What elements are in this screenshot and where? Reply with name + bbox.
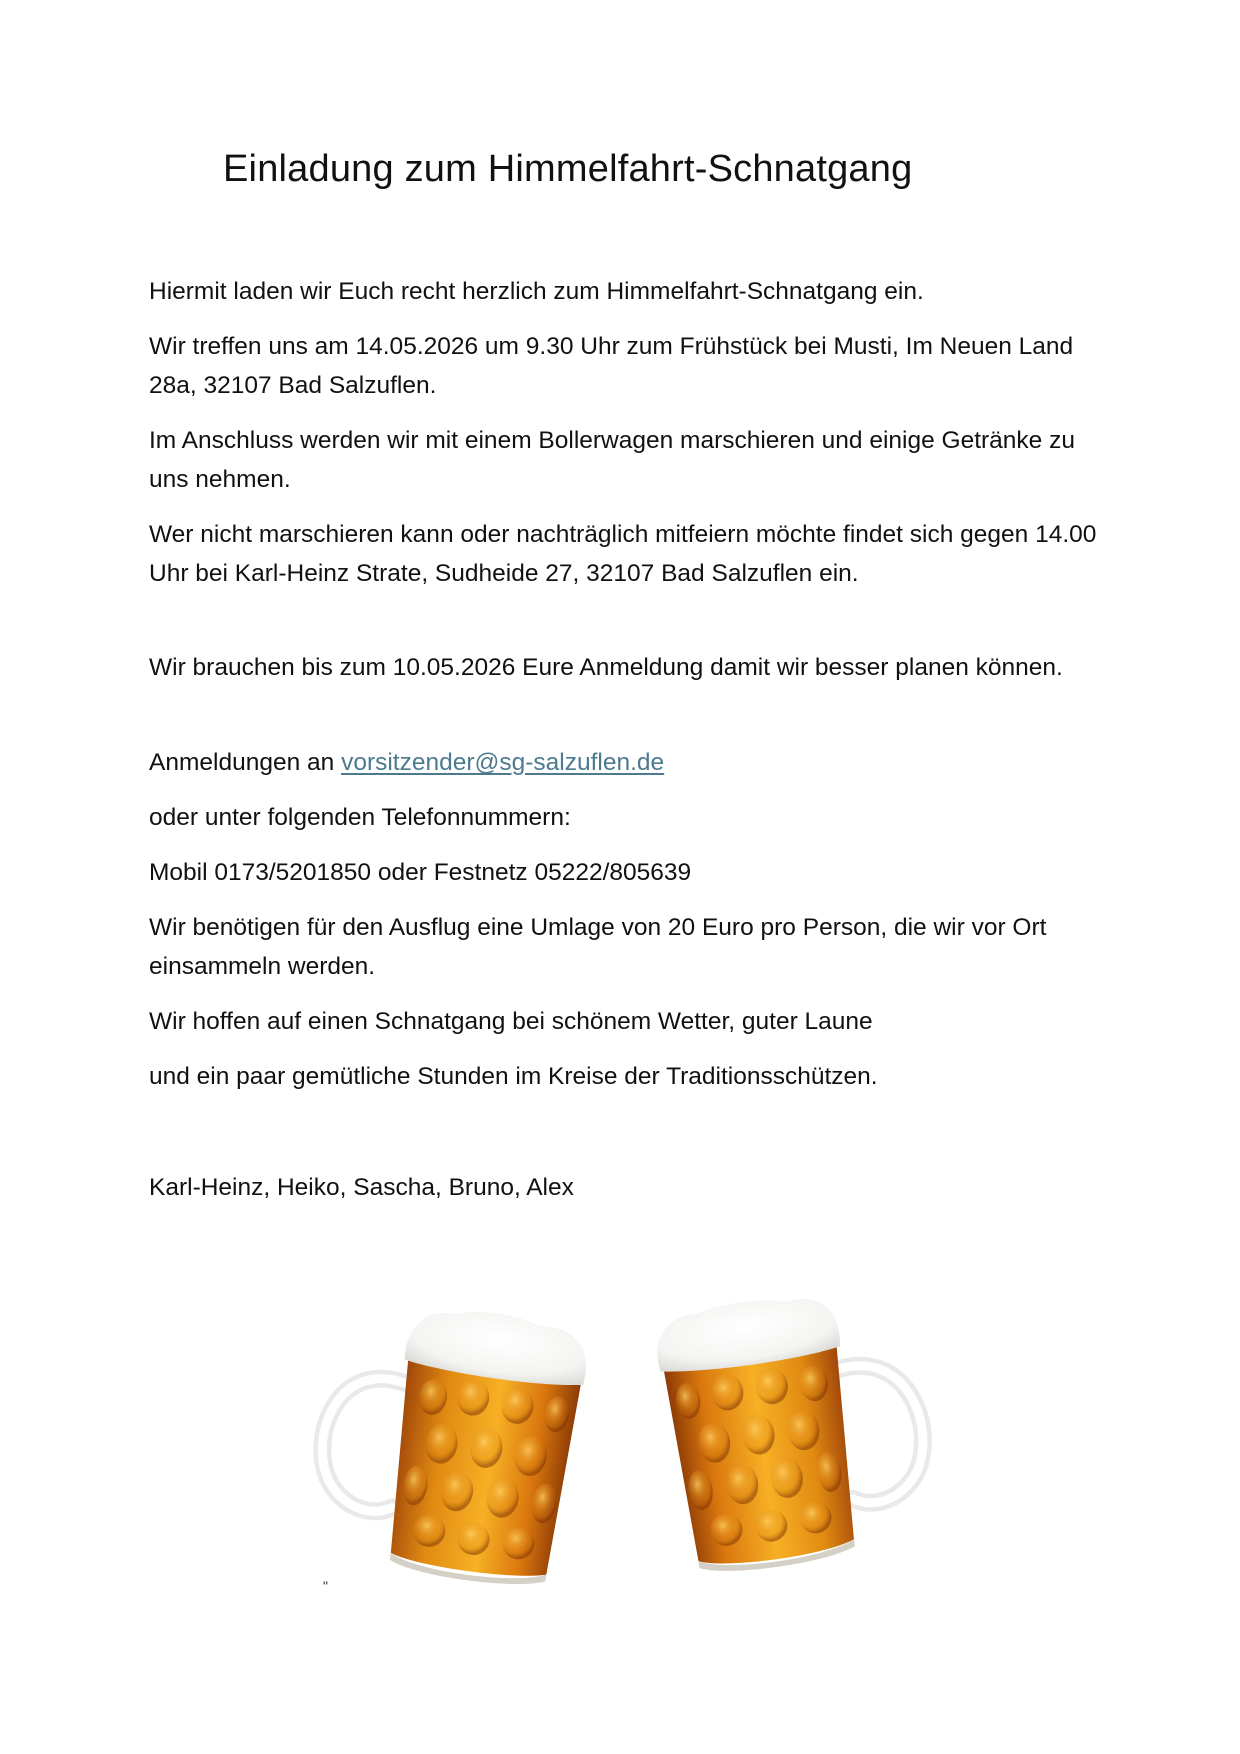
document-title: Einladung zum Himmelfahrt-Schnatgang bbox=[223, 148, 913, 190]
left-mug bbox=[306, 1292, 592, 1585]
paragraph-invitation: Hiermit laden wir Euch recht herzlich zum Himmelfahrt-Schnatgang ein. bbox=[149, 278, 924, 305]
paragraph-late-join: Wer nicht marschieren kann oder nachträglich mitfeiern möchte findet sich gegen 14.00 Uhr bei Karl-Heinz Strate, Sudheide 27, 32107 Bad Salzuflen ein. bbox=[149, 521, 1097, 587]
beer-mugs-icon bbox=[300, 1275, 950, 1585]
paragraph-registration-deadline: Wir brauchen bis zum 10.05.2026 Eure Anmeldung damit wir besser planen können. bbox=[149, 654, 1063, 681]
registration-label: Anmeldungen an bbox=[149, 749, 342, 776]
signature: Karl-Heinz, Heiko, Sascha, Bruno, Alex bbox=[149, 1174, 574, 1201]
email-link[interactable]: vorsitzender@sg-salzuflen.de bbox=[341, 749, 665, 776]
paragraph-hope: Wir hoffen auf einen Schnatgang bei schönem Wetter, guter Laune bbox=[149, 1008, 873, 1035]
stray-quote-mark: " bbox=[323, 1578, 328, 1594]
paragraph-registration-email bbox=[149, 743, 1109, 782]
paragraph-fee: Wir benötigen für den Ausflug eine Umlage von 20 Euro pro Person, die wir vor Ort einsammeln werden. bbox=[149, 914, 1047, 980]
paragraph-phone-intro: oder unter folgenden Telefonnummern: bbox=[149, 804, 571, 831]
right-mug bbox=[652, 1280, 939, 1579]
paragraph-meeting: Wir treffen uns am 14.05.2026 um 9.30 Uhr zum Frühstück bei Musti, Im Neuen Land 28a, 32107 Bad Salzuflen. bbox=[149, 333, 1074, 399]
paragraph-phone-numbers: Mobil 0173/5201850 oder Festnetz 05222/805639 bbox=[149, 859, 692, 886]
paragraph-closing: und ein paar gemütliche Stunden im Kreise der Traditionsschützen. bbox=[149, 1063, 878, 1090]
paragraph-bollerwagen: Im Anschluss werden wir mit einem Bollerwagen marschieren und einige Getränke zu uns nehmen. bbox=[149, 427, 1075, 493]
